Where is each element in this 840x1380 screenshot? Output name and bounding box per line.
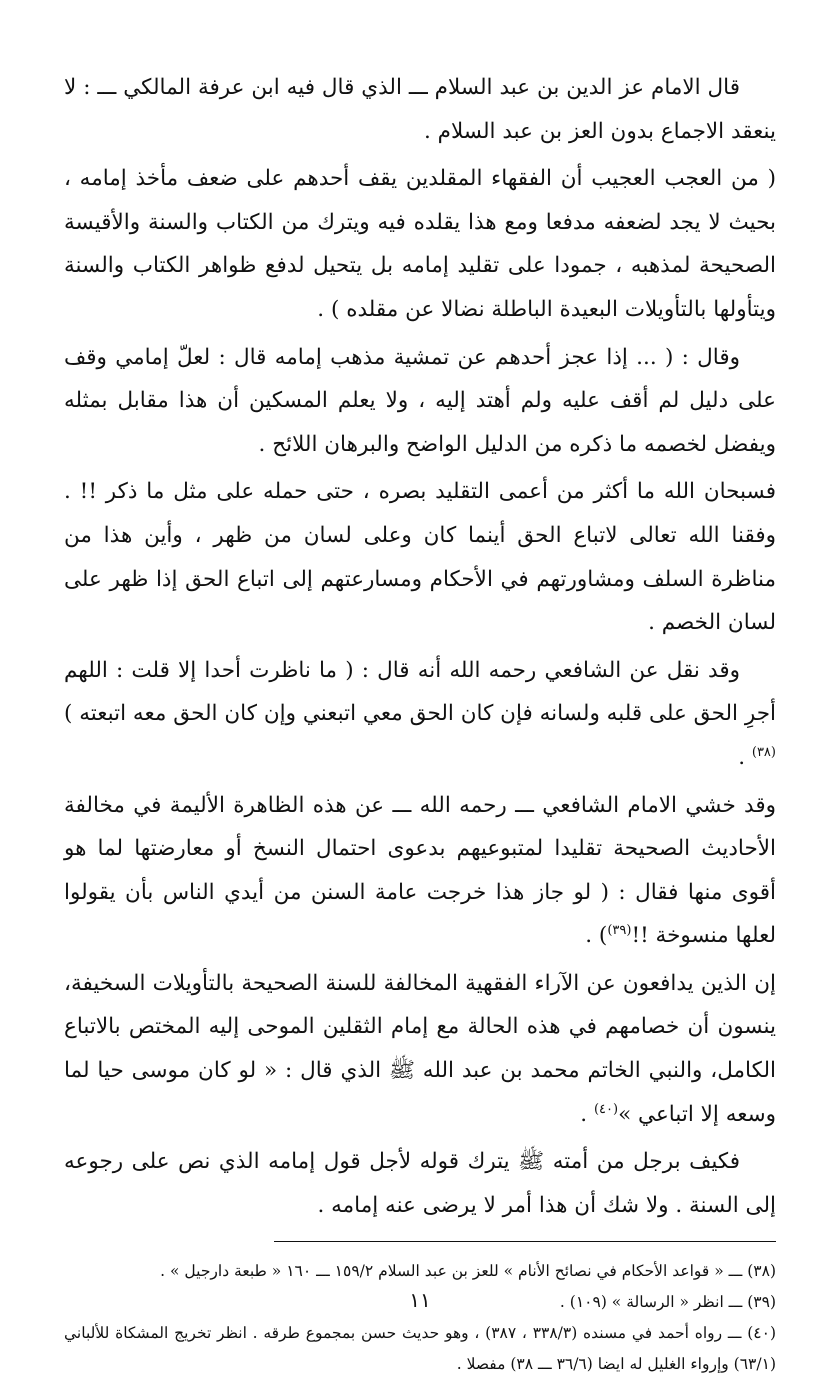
paragraph-text: فسبحان الله ما أكثر من أعمى التقليد بصره ، حتى حمله على مثل ما ذكر !! . وفقنا الله تعالى لاتباع الحق أينما كان وعلى لسان من ظهر ، وأين هذا من مناظرة السلف ومشاورتهم في الأحكام ومسارعتهم إلى اتباع الحق إذا ظهر على لسان الخصم .: [64, 479, 776, 636]
footnote: (٣٩) ـــ انظر « الرسالة » (١٠٩) .: [559, 1293, 776, 1312]
paragraph-text: ( من العجب العجيب أن الفقهاء المقلدين يقف أحدهم على ضعف مأخذ إمامه ، بحيث لا يجد لضعفه مدفعا ومع هذا يقلده فيه ويترك من الكتاب والسنة والأقيسة الصحيحة لمذهبه ، جمودا على تقليد إمامه بل يتحيل لدفع ظواهر الكتاب والسنة ويتأولها بالتأويلات البعيدة الباطلة نضالا عن مقلده ) .: [64, 166, 776, 322]
paragraph-text: فكيف برجل من أمته ﷺ يترك قوله لأجل قول إمامه الذي نص على رجوعه إلى السنة . ولا شك أن هذا أمر لا يرضى عنه إمامه .: [64, 1149, 776, 1218]
page-number: ١١: [409, 1288, 431, 1312]
paragraph-tail: .: [738, 744, 752, 770]
footnotes: [64, 1256, 776, 1380]
paragraph: [64, 962, 776, 1136]
footnote-ref[interactable]: (٤٠): [593, 1101, 619, 1117]
footnote-ref[interactable]: (٣٩): [607, 923, 632, 939]
paragraph-tail: .: [580, 1101, 594, 1127]
paragraph: [64, 66, 776, 153]
paragraph-text: إن الذين يدافعون عن الآراء الفقهية المخالفة للسنة الصحيحة بالتأويلات السخيفة، ينسون أن خصامهم في هذه الحالة مع إمام الثقلين الموحى إليه المختص بالاتباع الكامل، والنبي الخاتم محمد بن عبد الله ﷺ الذي قال : « لو كان موسى حيا لما وسعه إلا اتباعي »: [64, 970, 776, 1127]
paragraph-text: وقال : ( ... إذا عجز أحدهم عن تمشية مذهب إمامه قال : لعلّ إمامي وقف على دليل لم أقف عليه ولم أهتد إليه ، ولا يعلم المسكين أن هذا مقابل بمثله ويفضل لخصمه ما ذكره من الدليل الواضح والبرهان اللائح .: [64, 344, 776, 457]
paragraph: [64, 784, 776, 958]
footnote: (٤٠) ـــ رواه أحمد في مسنده (٣٣٨/٣ ، ٣٨٧) ، وهو حديث حسن بمجموع طرقه . انظر تخريج المشكاة للألباني (٦٣/١) وإرواء الغليل له ايضا (٣٦/٦ ـــ ٣٨) مفصلا .: [64, 1324, 777, 1374]
paragraph-text: وقد نقل عن الشافعي رحمه الله أنه قال : ( ما ناظرت أحدا إلا قلت : اللهم أجرِ الحق على قلبه ولسانه فإن كان الحق معي اتبعني وإن كان الحق معه اتبعته ): [64, 657, 776, 727]
paragraph-text: قال الامام عز الدين بن عبد السلام ـــ الذي قال فيه ابن عرفة المالكي ـــ : لا ينعقد الاجماع بدون العز بن عبد السلام .: [64, 75, 776, 144]
paragraph: [64, 1140, 776, 1227]
body-text: [64, 66, 776, 1227]
footnote-divider: [274, 1241, 776, 1242]
paragraph: [64, 470, 776, 644]
paragraph: [64, 157, 776, 331]
paragraph: [64, 336, 776, 467]
footnote: (٣٨) ـــ « قواعد الأحكام في نصائح الأنام » للعز بن عبد السلام ١٥٩/٢ ـــ ١٦٠ « طبعة دارجيل » .: [160, 1262, 776, 1281]
footnote-ref[interactable]: (٣٨): [751, 744, 776, 760]
paragraph-tail: ) .: [585, 923, 608, 949]
paragraph: [64, 649, 776, 780]
paragraph-text: وقد خشي الامام الشافعي ـــ رحمه الله ـــ عن هذه الظاهرة الأليمة في مخالفة الأحاديث الصحيحة تقليدا لمتبوعيهم بدعوى احتمال النسخ أو معارضتها لما هو أقوى منها فقال : ( لو جاز هذا خرجت عامة السنن من أيدي الناس بأن يقولوا لعلها منسوخة !!: [64, 792, 776, 949]
